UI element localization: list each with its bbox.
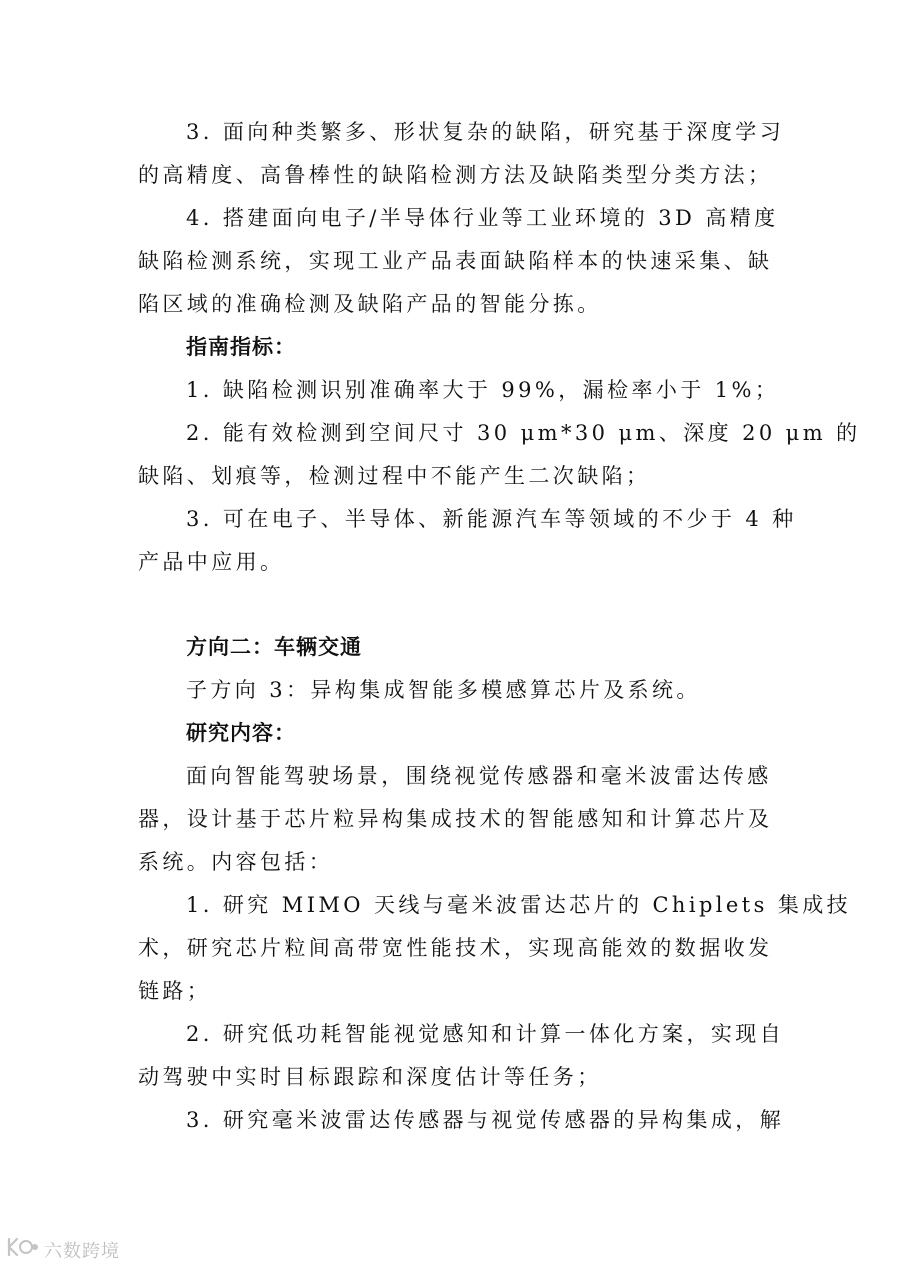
text-line: 缺陷、划痕等，检测过程中不能产生二次缺陷； [138,464,651,488]
text-line: 产品中应用。 [138,550,285,574]
direction-heading: 方向二：车辆交通 [186,635,362,659]
ks-logo-icon [6,1236,40,1263]
section-heading: 研究内容： [186,721,296,745]
text-line: 1. 研究 MIMO 天线与毫米波雷达芯片的 Chiplets 集成技 [186,893,852,917]
text-line: 3. 可在电子、半导体、新能源汽车等领域的不少于 4 种 [186,507,797,531]
text-line: 链路； [138,979,212,1003]
text-line: 系统。内容包括： [138,850,334,874]
text-line: 4. 搭建面向电子/半导体行业等工业环境的 3D 高精度 [186,206,779,230]
watermark-text: 六数跨境 [44,1240,120,1262]
text-line: 器，设计基于芯片粒异构集成技术的智能感知和计算芯片及 [138,807,773,831]
section-heading: 指南指标： [186,335,296,359]
subdirection-title: 子方向 3：异构集成智能多模感算芯片及系统。 [186,678,701,702]
text-line: 术，研究芯片粒间高带宽性能技术，实现高能效的数据收发 [138,936,773,960]
text-line: 缺陷检测系统，实现工业产品表面缺陷样本的快速采集、缺 [138,249,773,273]
text-line: 陷区域的准确检测及缺陷产品的智能分拣。 [138,292,602,316]
text-line: 的高精度、高鲁棒性的缺陷检测方法及缺陷类型分类方法； [138,163,773,187]
text-line: 3. 研究毫米波雷达传感器与视觉传感器的异构集成，解 [186,1108,785,1132]
text-line: 2. 研究低功耗智能视觉感知和计算一体化方案，实现自 [186,1022,785,1046]
text-line: 3. 面向种类繁多、形状复杂的缺陷，研究基于深度学习 [186,120,785,144]
text-line: 面向智能驾驶场景，围绕视觉传感器和毫米波雷达传感 [186,764,772,788]
text-line: 1. 缺陷检测识别准确率大于 99%，漏检率小于 1%； [186,378,780,402]
text-line: 动驾驶中实时目标跟踪和深度估计等任务； [138,1065,602,1089]
watermark [6,1236,120,1263]
text-line: 2. 能有效检测到空间尺寸 30 μm*30 μm、深度 20 μm 的 [186,421,861,445]
